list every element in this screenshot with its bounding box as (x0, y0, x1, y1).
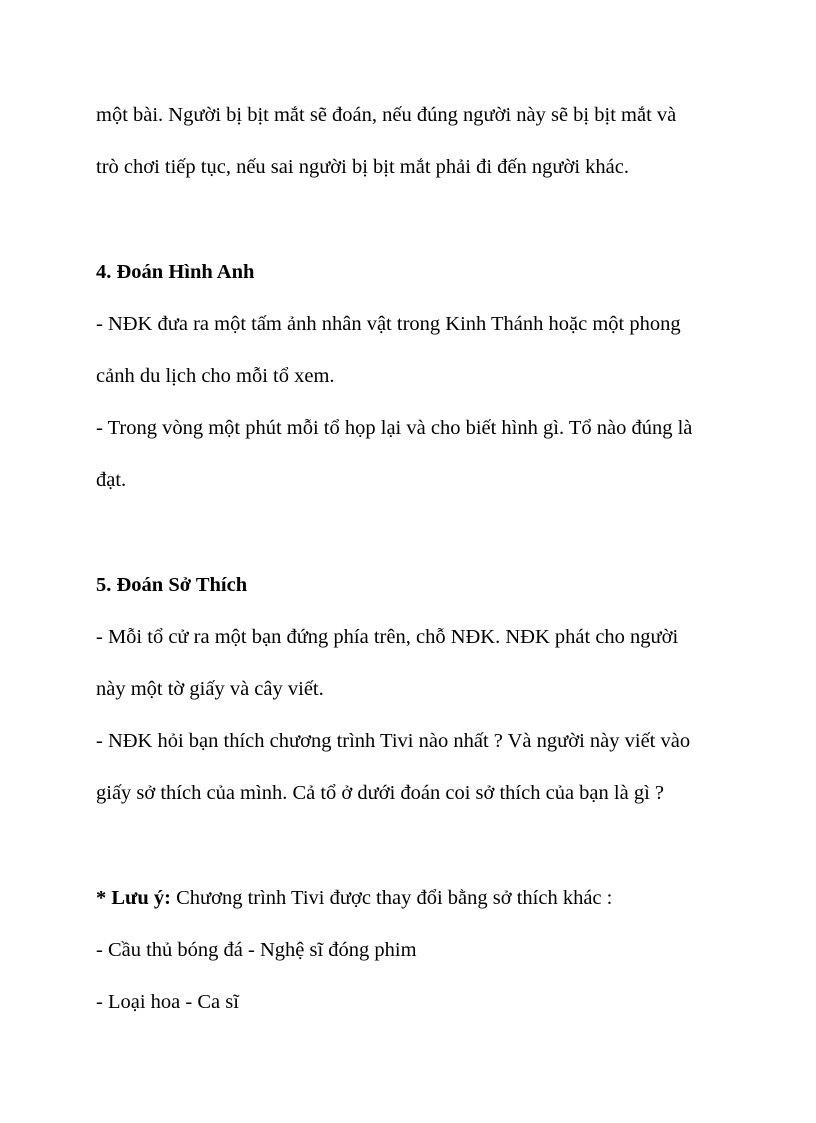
section-5-line: này một tờ giấy và cây viết. (96, 678, 324, 700)
section-4-line: đạt. (96, 469, 127, 491)
note-line (96, 885, 612, 911)
section-5-line: giấy sở thích của mình. Cả tổ ở dưới đoán coi sở thích của bạn là gì ? (96, 782, 664, 804)
section-4-line: cảnh du lịch cho mỗi tổ xem. (96, 365, 335, 387)
section-4-line: - Trong vòng một phút mỗi tổ họp lại và cho biết hình gì. Tổ nào đúng là (96, 417, 693, 439)
paragraph-line: trò chơi tiếp tục, nếu sai người bị bịt mắt phải đi đến người khác. (96, 156, 629, 178)
note-item: - Loại hoa - Ca sĩ (96, 991, 239, 1013)
note-text: Chương trình Tivi được thay đổi bằng sở thích khác : (170, 887, 613, 909)
section-5-line: - NĐK hỏi bạn thích chương trình Tivi nào nhất ? Và người này viết vào (96, 730, 691, 752)
note-label: * Lưu ý: (96, 887, 171, 909)
paragraph-line: một bài. Người bị bịt mắt sẽ đoán, nếu đúng người này sẽ bị bịt mắt và (96, 104, 677, 126)
note-item: - Cầu thủ bóng đá - Nghệ sĩ đóng phim (96, 939, 417, 961)
section-5-heading: 5. Đoán Sở Thích (96, 574, 248, 596)
section-4-line: - NĐK đưa ra một tấm ảnh nhân vật trong Kinh Thánh hoặc một phong (96, 313, 681, 335)
section-5-line: - Mỗi tổ cử ra một bạn đứng phía trên, chỗ NĐK. NĐK phát cho người (96, 626, 679, 648)
section-4-heading: 4. Đoán Hình Anh (96, 261, 255, 283)
